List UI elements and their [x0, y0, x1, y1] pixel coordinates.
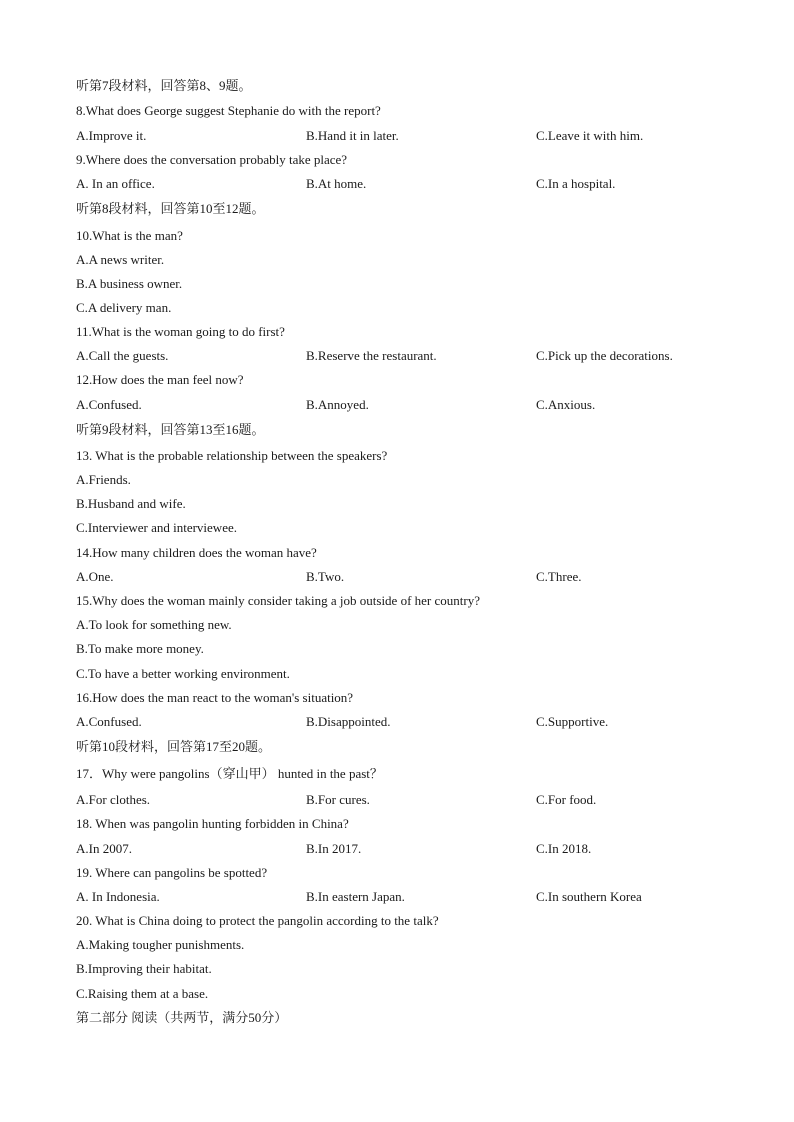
question-text: 16.How does the man react to the woman's situation?	[76, 690, 354, 705]
answer-option: A.For clothes.	[76, 792, 151, 807]
answer-option: A.In 2007.	[76, 841, 132, 856]
answer-option: C.In 2018.	[536, 841, 592, 856]
answer-option: B.Disappointed.	[306, 714, 391, 729]
answer-option: A.Call the guests.	[76, 348, 169, 363]
answer-option: C.Three.	[536, 569, 582, 584]
question-text: 19. Where can pangolins be spotted?	[76, 865, 268, 880]
section-heading: 听第9段材料，回答第13至16题。	[76, 422, 265, 437]
answer-option: B.For cures.	[306, 792, 370, 807]
answer-option: C.For food.	[536, 792, 597, 807]
section-heading: 听第10段材料，回答第17至20题。	[76, 739, 272, 754]
answer-option: C.In a hospital.	[536, 176, 616, 191]
answer-option: A. In an office.	[76, 176, 155, 191]
answer-option: B.In eastern Japan.	[306, 889, 405, 904]
question-text: 11.What is the woman going to do first?	[76, 324, 285, 339]
section-heading: 第二部分 阅读（共两节，满分50分）	[76, 1010, 288, 1025]
question-text: 14.How many children does the woman have?	[76, 545, 317, 560]
question-text: 15.Why does the woman mainly consider taking a job outside of her country?	[76, 593, 480, 608]
answer-option: C.Raising them at a base.	[76, 986, 209, 1001]
answer-option: B.Reserve the restaurant.	[306, 348, 437, 363]
question-text: 13. What is the probable relationship between the speakers?	[76, 448, 388, 463]
answer-option: C.Interviewer and interviewee.	[76, 520, 237, 535]
section-heading: 听第8段材料，回答第10至12题。	[76, 201, 265, 216]
answer-option: B.A business owner.	[76, 276, 183, 291]
answer-option: C.Supportive.	[536, 714, 609, 729]
answer-option: A.Friends.	[76, 472, 131, 487]
answer-option: B.In 2017.	[306, 841, 362, 856]
answer-option: B.Hand it in later.	[306, 128, 399, 143]
answer-option: A.Confused.	[76, 714, 142, 729]
answer-option: A.A news writer.	[76, 252, 165, 267]
answer-option: A.Improve it.	[76, 128, 147, 143]
answer-option: C.Leave it with him.	[536, 128, 644, 143]
answer-option: C.Anxious.	[536, 397, 596, 412]
answer-option: B.At home.	[306, 176, 367, 191]
answer-option: C.In southern Korea	[536, 889, 642, 904]
answer-option: B.Two.	[306, 569, 345, 584]
answer-option: C.A delivery man.	[76, 300, 172, 315]
section-heading: 听第7段材料，回答第8、9题。	[76, 78, 252, 93]
answer-option: A.Confused.	[76, 397, 142, 412]
answer-option: A.One.	[76, 569, 114, 584]
question-text: 18. When was pangolin hunting forbidden in China?	[76, 816, 349, 831]
answer-option: A.Making tougher punishments.	[76, 937, 245, 952]
answer-option: B.Husband and wife.	[76, 496, 186, 511]
answer-option: B.Annoyed.	[306, 397, 369, 412]
answer-option: B.To make more money.	[76, 641, 204, 656]
question-text: 10.What is the man?	[76, 228, 183, 243]
question-text: 8.What does George suggest Stephanie do with the report?	[76, 103, 381, 118]
question-text: 12.How does the man feel now?	[76, 372, 244, 387]
answer-option: B.Improving their habitat.	[76, 961, 212, 976]
question-text: 9.Where does the conversation probably take place?	[76, 152, 348, 167]
answer-option: C.Pick up the decorations.	[536, 348, 673, 363]
question-text: 17．Why were pangolins（穿山甲） hunted in the past？	[76, 766, 383, 781]
answer-option: A.To look for something new.	[76, 617, 232, 632]
question-text: 20. What is China doing to protect the pangolin according to the talk?	[76, 913, 439, 928]
answer-option: C.To have a better working environment.	[76, 666, 290, 681]
answer-option: A. In Indonesia.	[76, 889, 160, 904]
